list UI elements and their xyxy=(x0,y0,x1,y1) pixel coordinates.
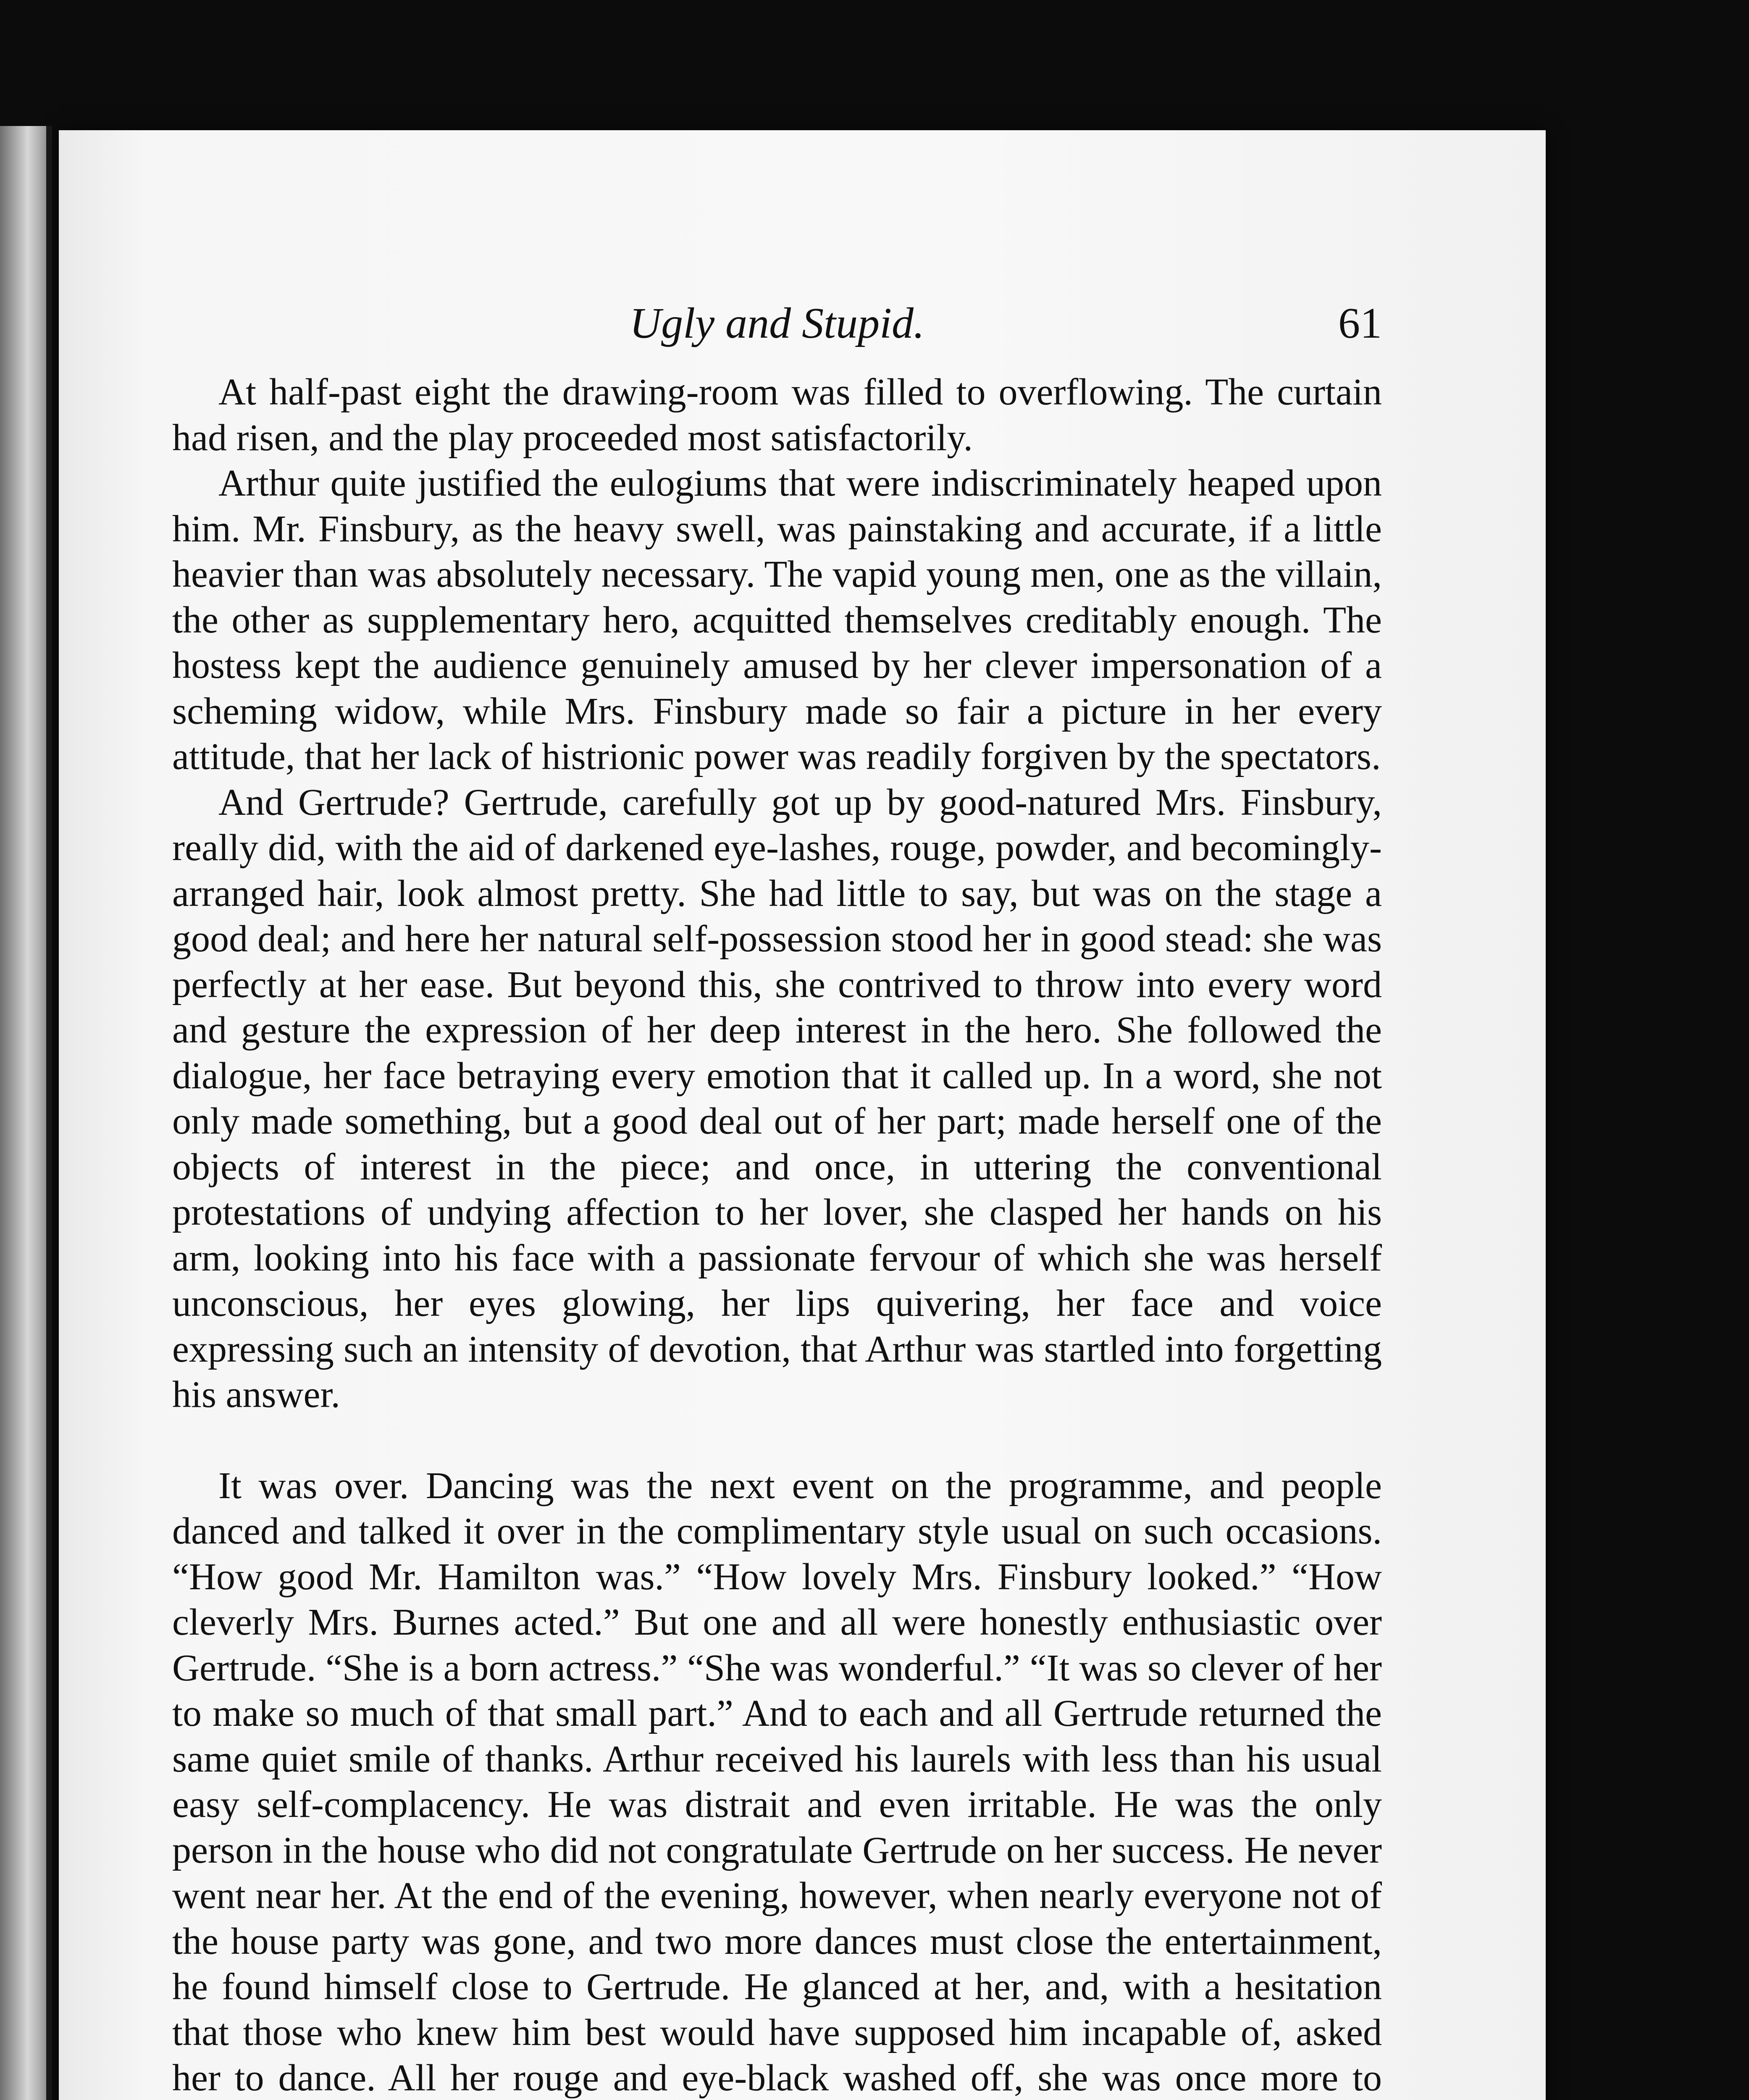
page-number: 61 xyxy=(1338,299,1382,347)
body-text xyxy=(172,370,1382,2100)
paragraph-3: And Gertrude? Gertrude, carefully got up by good-natured Mrs. Finsbury, really did, with the aid of darkened eye-lashes, rouge, powder, and becomingly-arranged hair, look almost pretty. She had little to say, but was on the stage a good deal; and here her natural self-possession stood her in good stead: she was perfectly at her ease. But beyond this, she contrived to throw into every word and gesture the expression of her deep interest in the hero. She followed the dialogue, her face betraying every emotion that it called up. In a word, she not only made something, but a good deal out of her part; made herself one of the objects of interest in the piece; and once, in uttering the conventional protestations of undying affection to her lover, she clasped her hands on his arm, looking into his face with a passionate fervour of which she was herself unconscious, her eyes glowing, her lips quivering, her face and voice expressing such an intensity of devotion, that Arthur was startled into forgetting his answer. xyxy=(172,781,1382,1415)
running-title: Ugly and Stupid. xyxy=(630,299,924,347)
facing-page-edge xyxy=(0,126,52,2100)
running-head xyxy=(172,298,1382,370)
page-content xyxy=(172,298,1382,2100)
paragraph-2: Arthur quite justified the eulogiums that were indiscriminately heaped upon him. Mr. Finsbury, as the heavy swell, was painstaking and accurate, if a little heavier than was absolutely necessary. The vapid young men, one as the villain, the other as supplementary hero, acquitted themselves creditably enough. The hostess kept the audience genuinely amused by her clever impersonation of a scheming widow, while Mrs. Finsbury made so fair a picture in her every attitude, that her lack of histrionic power was readily forgiven by the spectators. xyxy=(172,462,1382,777)
paragraph-1: At half-past eight the drawing-room was filled to overflowing. The curtain had risen, and the play proceeded most satisfactorily. xyxy=(172,371,1382,459)
book-page xyxy=(59,130,1546,2100)
paragraph-4: It was over. Dancing was the next event on the programme, and people danced and talked it over in the complimentary style usual on such occasions. “How good Mr. Hamilton was.” “How lovely Mrs. Finsbury looked.” “How cleverly Mrs. Burnes acted.” But one and all were honestly enthusiastic over Gertrude. “She is a born actress.” “She was wonderful.” “It was so clever of her to make so much of that small part.” And to each and all Gertrude returned the same quiet smile of thanks. Arthur received his laurels with less than his usual easy self-complacency. He was distrait and even irritable. He was the only person in the house who did not congratulate Gertrude on her success. He never went near her. At the end of the evening, however, when nearly everyone not of the house party was gone, and two more dances must close the entertainment, he found himself close to Gertrude. He glanced at her, and, with a hesitation that those who knew him best would have supposed him incapable of, asked her to dance. All her rouge and eye-black washed off, she was once more to xyxy=(172,1465,1382,2099)
